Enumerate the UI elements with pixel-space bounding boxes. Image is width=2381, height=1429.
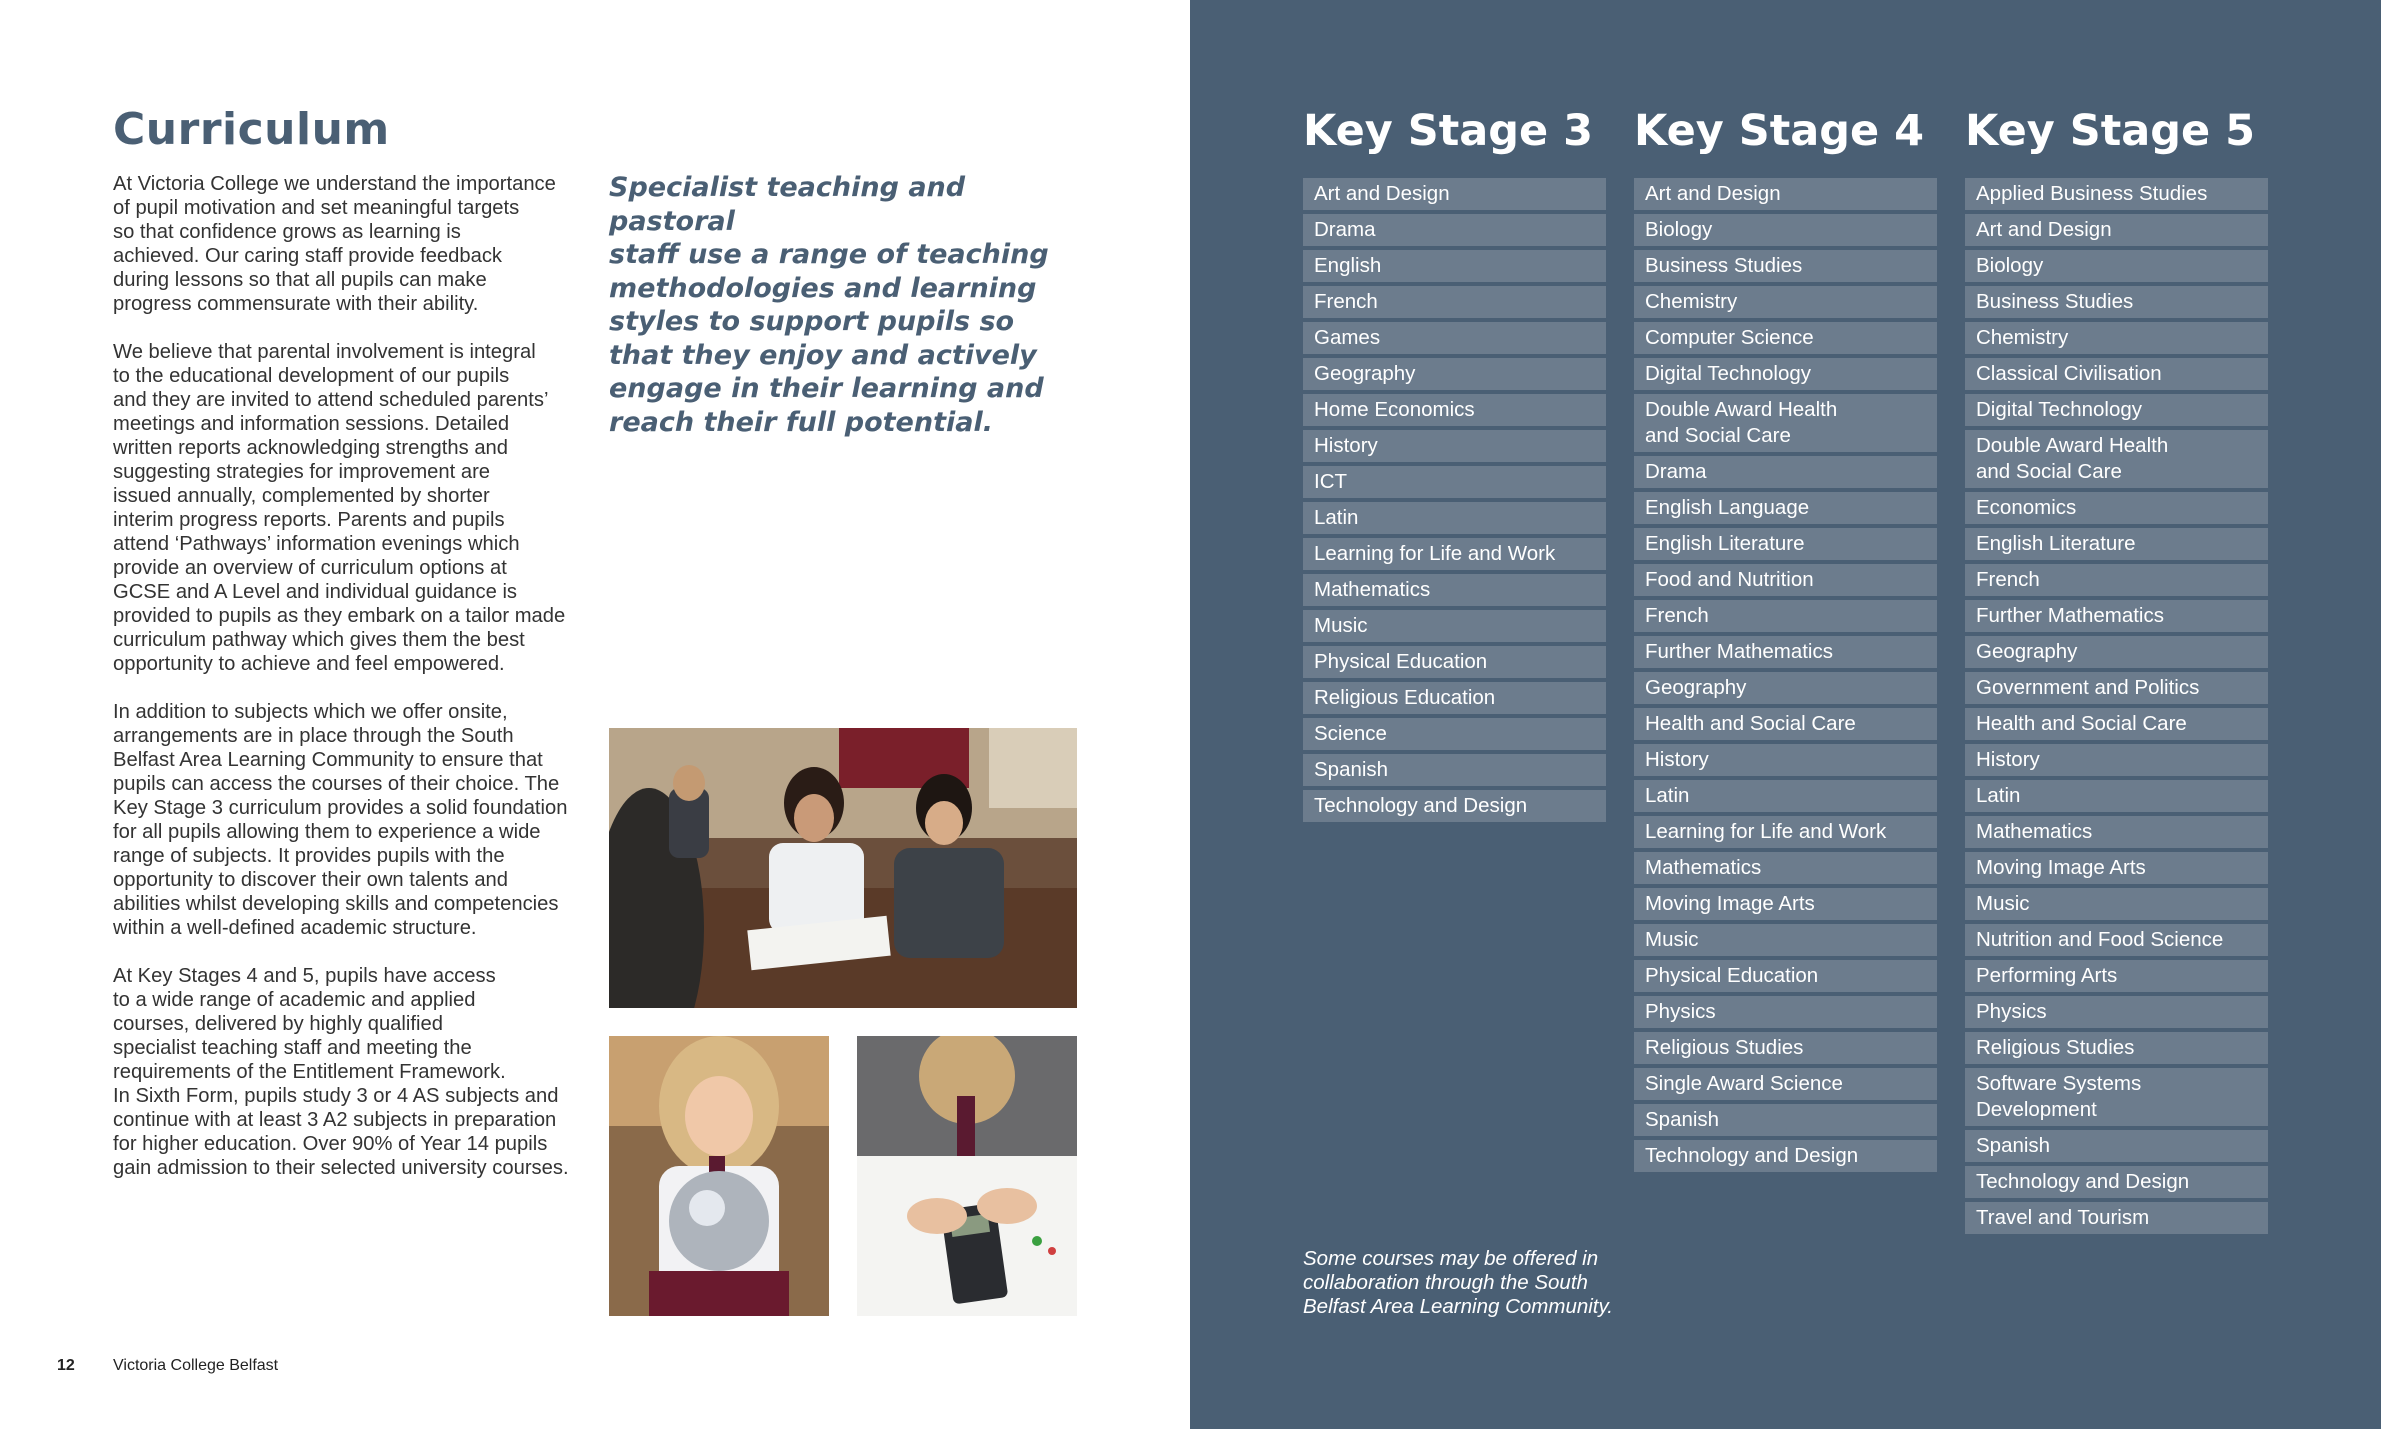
subject-item: Further Mathematics xyxy=(1634,636,1937,668)
subject-item: Digital Technology xyxy=(1965,394,2268,426)
classroom-photo xyxy=(609,728,1077,1008)
subject-item: Technology and Design xyxy=(1634,1140,1937,1172)
paragraph-key-stages: At Key Stages 4 and 5, pupils have access to a wide range of academic and applied courses, delivered by highly qualified specialist teaching staff and meeting the requirements of the Entitlement Framework. In Sixth Form, pupils study 3 or 4 AS subjects and continue with at least 3 A2 subjects in preparation for higher education. Over 90% of Year 14 pupils gain admission to their selected university courses. xyxy=(113,965,569,1179)
subject-item: Biology xyxy=(1634,214,1937,246)
key-stage-5-subject-list xyxy=(1965,178,2268,1234)
subject-item: Latin xyxy=(1965,780,2268,812)
subject-item: History xyxy=(1634,744,1937,776)
subject-item: Further Mathematics xyxy=(1965,600,2268,632)
subject-item: French xyxy=(1965,564,2268,596)
subject-item: Music xyxy=(1303,610,1606,642)
subject-item: Physical Education xyxy=(1634,960,1937,992)
subject-item: Geography xyxy=(1965,636,2268,668)
subject-item: Travel and Tourism xyxy=(1965,1202,2268,1234)
collaboration-note: Some courses may be offered in collaboration through the South Belfast Area Learning Community. xyxy=(1303,1247,1613,1318)
subject-item: Music xyxy=(1634,924,1937,956)
subject-item: English Language xyxy=(1634,492,1937,524)
footer-school-name: Victoria College Belfast xyxy=(113,1357,279,1374)
subject-item: Religious Studies xyxy=(1965,1032,2268,1064)
key-stage-3-subject-list xyxy=(1303,178,1606,822)
subject-item: Biology xyxy=(1965,250,2268,282)
subject-item: Home Economics xyxy=(1303,394,1606,426)
subject-item: Health and Social Care xyxy=(1634,708,1937,740)
subject-item: Spanish xyxy=(1634,1104,1937,1136)
subject-item: Technology and Design xyxy=(1303,790,1606,822)
subject-item: History xyxy=(1303,430,1606,462)
key-stage-4-column xyxy=(1634,104,1937,1176)
subject-item: Games xyxy=(1303,322,1606,354)
subject-item: Chemistry xyxy=(1965,322,2268,354)
subject-item: Business Studies xyxy=(1965,286,2268,318)
subject-item: Moving Image Arts xyxy=(1634,888,1937,920)
page-title: Curriculum xyxy=(113,104,390,155)
subject-item: Religious Studies xyxy=(1634,1032,1937,1064)
subject-item: Religious Education xyxy=(1303,682,1606,714)
subject-item: Geography xyxy=(1303,358,1606,390)
page-number: 12 xyxy=(57,1357,75,1374)
subject-item: Digital Technology xyxy=(1634,358,1937,390)
subject-item: English Literature xyxy=(1634,528,1937,560)
subject-item: Learning for Life and Work xyxy=(1303,538,1606,570)
subject-item: Performing Arts xyxy=(1965,960,2268,992)
subject-item: Mathematics xyxy=(1965,816,2268,848)
subject-item: Drama xyxy=(1634,456,1937,488)
subject-item: Mathematics xyxy=(1303,574,1606,606)
body-text xyxy=(113,172,583,1204)
subject-item: Physics xyxy=(1965,996,2268,1028)
key-stage-4-heading: Key Stage 4 xyxy=(1634,106,1925,156)
subject-item: French xyxy=(1634,600,1937,632)
subject-item: Music xyxy=(1965,888,2268,920)
subject-item: Art and Design xyxy=(1634,178,1937,210)
subject-item: Art and Design xyxy=(1303,178,1606,210)
plasma-ball-photo xyxy=(609,1036,829,1316)
subject-item: Health and Social Care xyxy=(1965,708,2268,740)
subject-item: Double Award Health and Social Care xyxy=(1634,394,1937,452)
subject-item: Science xyxy=(1303,718,1606,750)
subject-item: English Literature xyxy=(1965,528,2268,560)
subject-item: Technology and Design xyxy=(1965,1166,2268,1198)
subject-item: Moving Image Arts xyxy=(1965,852,2268,884)
subject-item: Physical Education xyxy=(1303,646,1606,678)
key-stage-5-column xyxy=(1965,104,2268,1238)
subject-item: Food and Nutrition xyxy=(1634,564,1937,596)
subject-item: Physics xyxy=(1634,996,1937,1028)
key-stage-5-heading: Key Stage 5 xyxy=(1965,106,2256,156)
key-stage-3-column xyxy=(1303,104,1606,826)
subject-item: English xyxy=(1303,250,1606,282)
subject-item: Single Award Science xyxy=(1634,1068,1937,1100)
key-stage-4-subject-list xyxy=(1634,178,1937,1172)
subject-item: ICT xyxy=(1303,466,1606,498)
subject-item: Learning for Life and Work xyxy=(1634,816,1937,848)
subject-item: Chemistry xyxy=(1634,286,1937,318)
subject-item: Spanish xyxy=(1965,1130,2268,1162)
subject-item: Art and Design xyxy=(1965,214,2268,246)
subject-item: Latin xyxy=(1303,502,1606,534)
subject-item: Classical Civilisation xyxy=(1965,358,2268,390)
left-page xyxy=(0,0,1190,1429)
subject-item: Drama xyxy=(1303,214,1606,246)
subject-item: Double Award Health and Social Care xyxy=(1965,430,2268,488)
subject-item: History xyxy=(1965,744,2268,776)
subject-item: Software Systems Development xyxy=(1965,1068,2268,1126)
subject-item: Computer Science xyxy=(1634,322,1937,354)
subject-item: Spanish xyxy=(1303,754,1606,786)
subject-item: Government and Politics xyxy=(1965,672,2268,704)
subject-item: French xyxy=(1303,286,1606,318)
subject-item: Applied Business Studies xyxy=(1965,178,2268,210)
key-stage-3-heading: Key Stage 3 xyxy=(1303,106,1594,156)
subject-item: Nutrition and Food Science xyxy=(1965,924,2268,956)
subject-item: Geography xyxy=(1634,672,1937,704)
subject-item: Economics xyxy=(1965,492,2268,524)
paragraph-parental-involvement: We believe that parental involvement is integral to the educational development of our pupils and they are invited to attend scheduled parents’ meetings and information sessions. Detailed written reports acknowledging strengths and suggesting strategies for improvement are issued annually, complemented by shorter interim progress reports. Parents and pupils attend ‘Pathways’ information evenings which provide an overview of curriculum options at GCSE and A Level and individual guidance is provided to pupils as they embark on a tailor made curriculum pathway which gives them the best opportunity to achieve and feel empowered. xyxy=(113,341,566,675)
paragraph-learning-community: In addition to subjects which we offer onsite, arrangements are in place through the South Belfast Area Learning Community to ensure that pupils can access the courses of their choice. The Key Stage 3 curriculum provides a solid foundation for all pupils allowing them to experience a wide range of subjects. It provides pupils with the opportunity to discover their own talents and abilities whilst developing skills and competencies within a well-defined academic structure. xyxy=(113,701,568,939)
subject-item: Latin xyxy=(1634,780,1937,812)
subject-item: Business Studies xyxy=(1634,250,1937,282)
pull-quote: Specialist teaching and pastoral staff use a range of teaching methodologies and learning styles to support pupils so that they enjoy and actively engage in their learning and reach their full potential. xyxy=(609,172,1049,438)
subject-item: Mathematics xyxy=(1634,852,1937,884)
calculator-photo xyxy=(857,1036,1077,1316)
paragraph-motivation: At Victoria College we understand the importance of pupil motivation and set meaningful targets so that confidence grows as learning is achieved. Our caring staff provide feedback during lessons so that all pupils can make progress commensurate with their ability. xyxy=(113,173,556,315)
